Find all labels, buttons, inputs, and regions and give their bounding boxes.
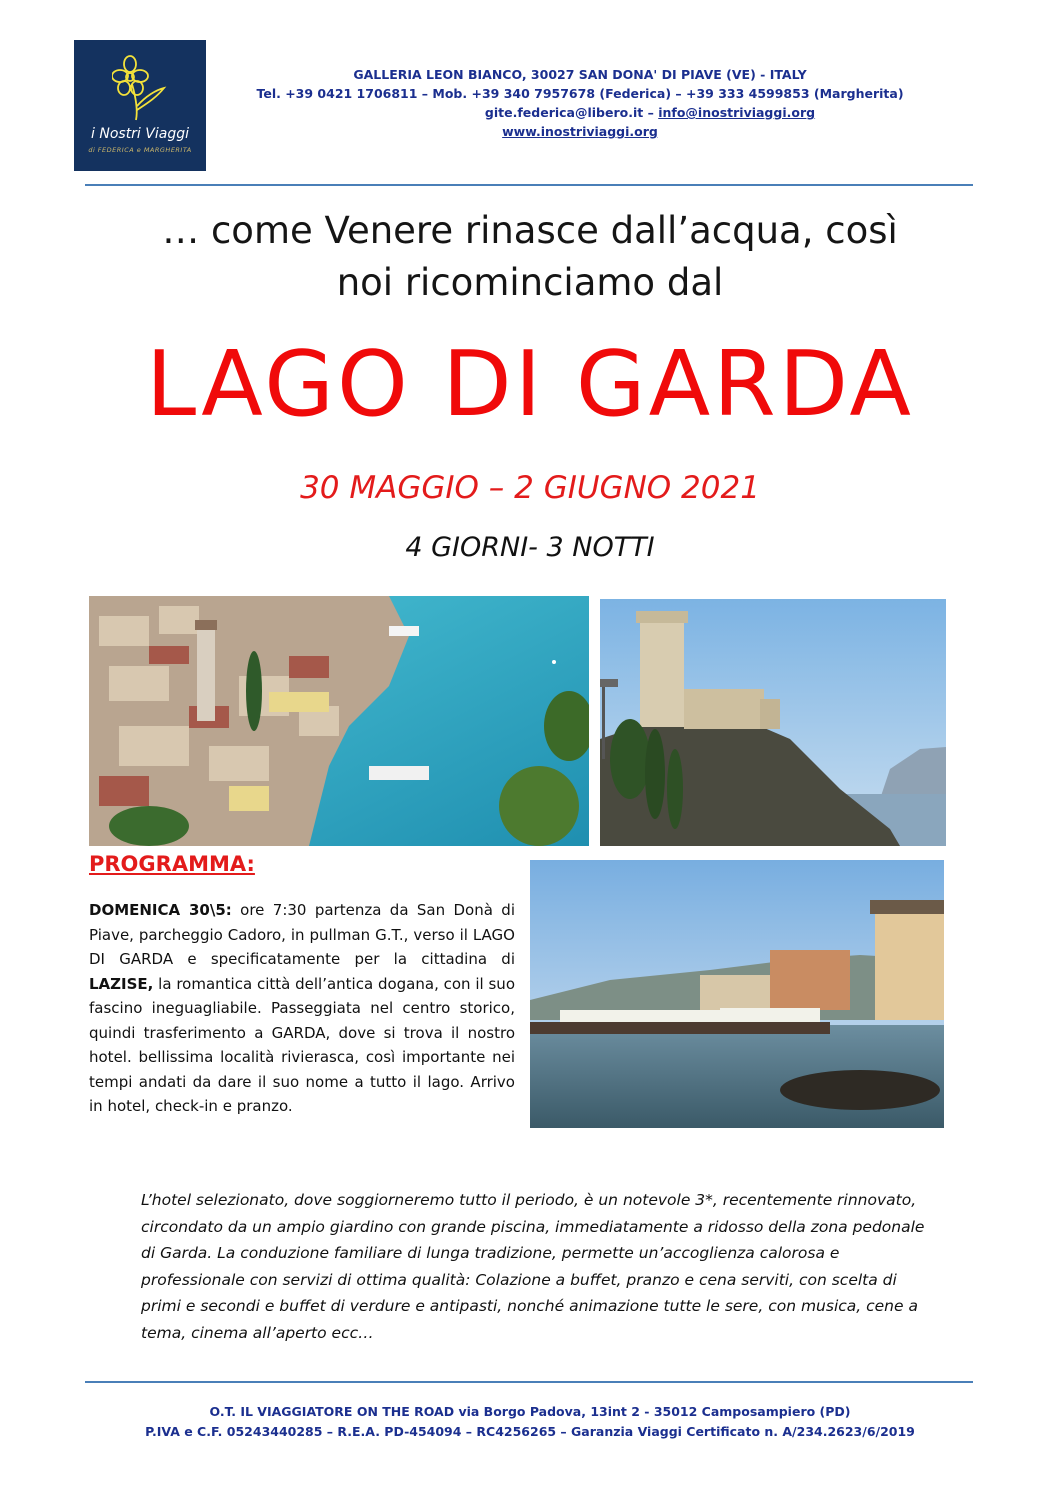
logo-brand: i Nostri Viaggi	[91, 126, 189, 142]
header-emails	[300, 103, 1000, 122]
day1-label: DOMENICA 30\5:	[89, 901, 232, 919]
day1-text-a: ore 7:30 partenza da San Donà di Piave, parcheggio Cadoro, in pullman G.T., verso il LAGO DI GARDA e specificatamente per la cittadina di	[89, 901, 516, 968]
tagline-line-2: noi ricominciamo dal	[336, 261, 724, 304]
email-federica[interactable]: gite.federica@libero.it	[484, 105, 644, 120]
email-separator: –	[643, 105, 659, 120]
day1-bold: LAZISE,	[89, 974, 154, 993]
trip-duration: 4 GIORNI- 3 NOTTI	[405, 532, 655, 563]
top-divider	[85, 184, 973, 186]
tagline-line-1: … come Venere rinasce dall’acqua, così	[162, 209, 898, 252]
header-phones: Tel. +39 0421 1706811 – Mob. +39 340 7957678 (Federica) – +39 333 4599853 (Margherita)	[256, 86, 904, 101]
day1-text-b: la romantica città dell’antica dogana, con il suo fascino ineguagliabile. Passeggiata nel centro storico, quindi trasferimento a GARDA, dove si trova il nostro hotel. bellissima località rivierasca, così importante nei tempi andati da dare il suo nome a tutto il lago. Arrivo in hotel, check-in e pranzo.	[89, 974, 515, 1115]
day1-paragraph	[89, 898, 515, 1119]
header-address: GALLERIA LEON BIANCO, 30027 SAN DONA' DI PIAVE (VE) - ITALY	[353, 67, 807, 82]
email-info-link[interactable]: info@inostriviaggi.org	[658, 105, 816, 120]
website-link[interactable]: www.inostriviaggi.org	[502, 124, 658, 139]
logo-subtitle: di FEDERICA e MARGHERITA	[88, 146, 192, 154]
bottom-divider	[85, 1381, 973, 1383]
flower-icon	[112, 54, 168, 122]
programma-heading: PROGRAMMA:	[89, 852, 255, 876]
malcesine-castle-photo	[600, 599, 946, 846]
header-website	[230, 122, 930, 141]
page-title: LAGO DI GARDA	[146, 332, 914, 437]
hotel-description: L’hotel selezionato, dove soggiorneremo tutto il periodo, è un notevole 3*, recentemente rinnovato, circondato da un ampio giardino con grande piscina, immediatamente a ridosso della zona pedonale di Garda. La conduzione familiare di lunga tradizione, permette un’accoglienza calorosa e professionale con servizi di ottima qualità: Colazione a buffet, pranzo e cena serviti, con scelta di primi e secondi e buffet di verdure e antipasti, nonché animazione tutte le sere, con musica, cene a tema, cinema all’aperto ecc…	[141, 1191, 925, 1342]
footer-line-2: P.IVA e C.F. 05243440285 – R.E.A. PD-454094 – RC4256265 – Garanzia Viaggi Certificato n. A/234.2623/6/2019	[145, 1424, 915, 1439]
trip-dates: 30 MAGGIO – 2 GIUGNO 2021	[300, 470, 760, 506]
lazise-lakefront-photo	[530, 860, 944, 1128]
footer-line-1: O.T. IL VIAGGIATORE ON THE ROAD via Borgo Padova, 13int 2 - 35012 Camposampiero (PD)	[209, 1404, 851, 1419]
riva-del-garda-photo	[89, 596, 589, 846]
tagline	[60, 205, 1000, 309]
logo	[74, 40, 206, 171]
